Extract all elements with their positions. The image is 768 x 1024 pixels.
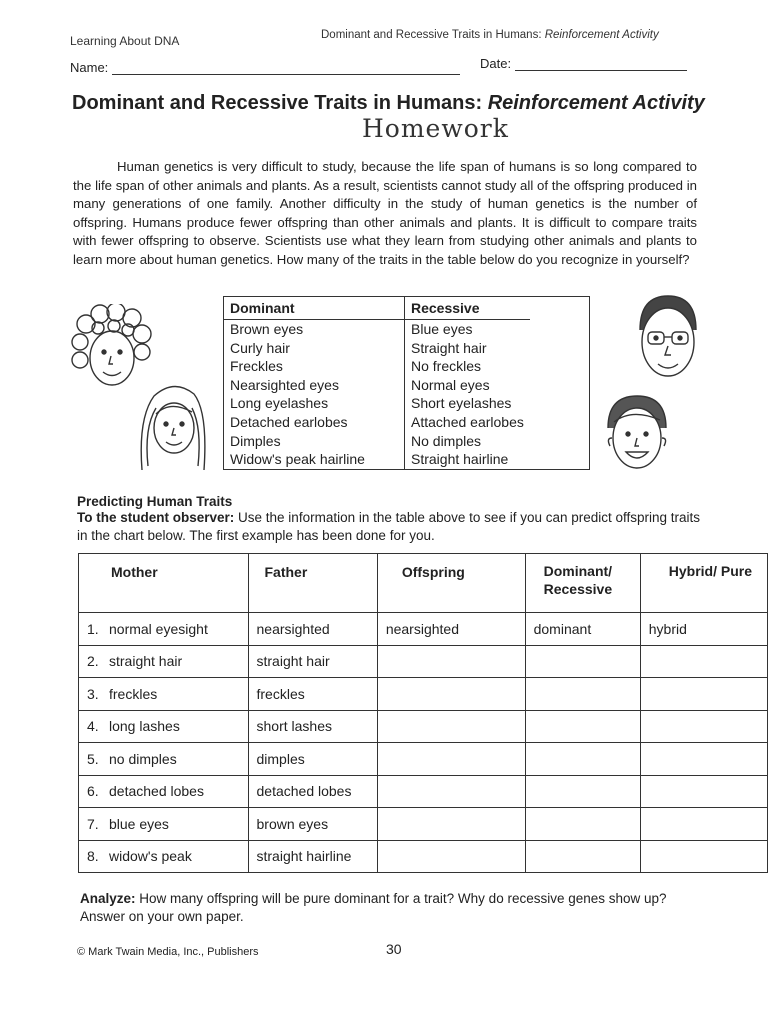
chart-row (79, 613, 768, 646)
mother-trait: blue eyes (109, 815, 169, 832)
dominant-recessive-cell[interactable] (525, 775, 640, 808)
row-number: 1. (87, 620, 99, 637)
hybrid-pure-cell[interactable] (640, 840, 767, 873)
mother-trait: no dimples (109, 750, 177, 767)
recessive-header: Recessive (405, 297, 530, 320)
recessive-trait: Straight hairline (411, 451, 509, 468)
mother-trait: freckles (109, 685, 158, 702)
trait-row (224, 339, 530, 358)
mother-cell (79, 808, 249, 841)
dominant-recessive-cell[interactable] (525, 645, 640, 678)
trait-row (224, 413, 530, 432)
hybrid-pure-cell[interactable] (640, 710, 767, 743)
recessive-trait: Blue eyes (411, 321, 473, 337)
dominant-recessive-cell[interactable] (525, 743, 640, 776)
hybrid-pure-cell[interactable] (640, 775, 767, 808)
chart-row (79, 808, 768, 841)
chart-row (79, 743, 768, 776)
recessive-trait: No dimples (411, 432, 482, 449)
row-number: 7. (87, 815, 99, 832)
row-number: 5. (87, 750, 99, 767)
mother-trait: long lashes (109, 718, 180, 735)
name-field[interactable] (70, 60, 460, 75)
offspring-cell[interactable] (377, 840, 525, 873)
recessive-trait: No freckles (411, 358, 482, 375)
offspring-cell[interactable] (377, 678, 525, 711)
dominant-trait: Dimples (224, 432, 405, 451)
prediction-chart-box (78, 553, 768, 873)
offspring-cell[interactable] (377, 645, 525, 678)
trait-row (224, 376, 530, 395)
chart-row (79, 840, 768, 873)
mother-cell (79, 710, 249, 743)
mother-cell (79, 678, 249, 711)
straight-hair-girl-illustration (134, 378, 212, 474)
hybrid-pure-cell[interactable] (640, 678, 767, 711)
dominant-recessive-cell[interactable] (525, 808, 640, 841)
trait-row (224, 450, 530, 469)
handwritten-note: Homework (362, 114, 509, 143)
hybrid-pure-header: Hybrid/ Pure (640, 554, 767, 613)
mother-cell (79, 645, 249, 678)
mother-trait: detached lobes (109, 783, 204, 800)
recessive-trait: Straight hair (411, 339, 487, 356)
prediction-chart (78, 553, 768, 873)
hybrid-pure-cell[interactable] (640, 645, 767, 678)
traits-table (224, 297, 530, 469)
dominant-trait: Brown eyes (224, 320, 405, 339)
offspring-cell[interactable] (377, 743, 525, 776)
dominant-recessive-cell[interactable] (525, 710, 640, 743)
man-with-glasses-illustration (630, 290, 706, 386)
date-label: Date: (480, 56, 512, 71)
father-cell: brown eyes (248, 808, 377, 841)
trait-row (224, 394, 530, 413)
mother-header: Mother (79, 554, 249, 613)
recessive-trait: Short eyelashes (411, 395, 512, 412)
dominant-trait: Curly hair (224, 339, 405, 358)
dominant-trait: Freckles (224, 357, 405, 376)
dominant-recessive-cell[interactable] (525, 678, 640, 711)
row-number: 8. (87, 848, 99, 865)
intro-paragraph: Human genetics is very difficult to study, because the life span of humans is so long compared to the life span of other animals and plants. As a result, scientists cannot study all of the offspring produced in many generations of one family. Another difficulty in the study of human genetics is the number of offspring. Humans produce fewer offspring than other animals and plants. It is difficult to compare traits with fewer offspring to observe. Scientists use what they learn from studying other animals and plants to learn more about human genetics. How many of the traits in the table below do you recognize in yourself? (73, 159, 697, 267)
trait-row (224, 432, 530, 451)
row-number: 6. (87, 783, 99, 800)
mother-trait: straight hair (109, 653, 183, 670)
father-cell: short lashes (248, 710, 377, 743)
father-cell: dimples (248, 743, 377, 776)
chart-row (79, 645, 768, 678)
mother-cell (79, 743, 249, 776)
header-left: Learning About DNA (70, 34, 180, 48)
traits-table-box (223, 296, 590, 470)
date-field[interactable] (480, 56, 687, 71)
offspring-cell[interactable] (377, 775, 525, 808)
trait-row (224, 320, 530, 339)
father-cell: straight hairline (248, 840, 377, 873)
chart-row (79, 678, 768, 711)
mother-trait: normal eyesight (109, 620, 208, 637)
dominant-trait: Long eyelashes (224, 394, 405, 413)
dominant-trait: Detached earlobes (224, 413, 405, 432)
father-cell: straight hair (248, 645, 377, 678)
dominant-recessive-header: Dominant/ Recessive (525, 554, 640, 613)
boy-illustration (602, 392, 672, 478)
dominant-header: Dominant (224, 297, 405, 320)
dominant-recessive-cell[interactable] (525, 840, 640, 873)
mother-trait: widow's peak (109, 848, 192, 865)
chart-row (79, 710, 768, 743)
father-cell: detached lobes (248, 775, 377, 808)
page-number: 30 (386, 941, 402, 957)
hybrid-pure-cell[interactable] (640, 743, 767, 776)
trait-row (224, 357, 530, 376)
name-label: Name: (70, 60, 109, 75)
offspring-cell: nearsighted (377, 613, 525, 646)
copyright: © Mark Twain Media, Inc., Publishers (77, 946, 259, 958)
chart-row (79, 775, 768, 808)
page-title: Dominant and Recessive Traits in Humans: Reinforcement Activity (72, 92, 705, 114)
hybrid-pure-cell: hybrid (640, 613, 767, 646)
mother-cell (79, 775, 249, 808)
dominant-trait: Nearsighted eyes (224, 376, 405, 395)
dominant-trait: Widow's peak hairline (224, 450, 405, 469)
father-cell: nearsighted (248, 613, 377, 646)
offspring-cell[interactable] (377, 710, 525, 743)
father-header: Father (248, 554, 377, 613)
mother-cell (79, 840, 249, 873)
row-number: 3. (87, 685, 99, 702)
recessive-trait: Attached earlobes (411, 413, 524, 430)
offspring-header: Offspring (377, 554, 525, 613)
row-number: 4. (87, 718, 99, 735)
section-heading: Predicting Human Traits (77, 494, 233, 509)
recessive-trait: Normal eyes (411, 376, 490, 393)
section-instructions: To the student observer: Use the information in the table above to see if you can predict offspring traits in the chart below. The first example has been done for you. (77, 510, 701, 543)
header-right: Dominant and Recessive Traits in Humans: Reinforcement Activity (321, 29, 659, 41)
analyze-question: Analyze: How many offspring will be pure dominant for a trait? Why do recessive genes show up? Answer on your own paper. (80, 891, 667, 924)
father-cell: freckles (248, 678, 377, 711)
dominant-recessive-cell: dominant (525, 613, 640, 646)
offspring-cell[interactable] (377, 808, 525, 841)
row-number: 2. (87, 653, 99, 670)
hybrid-pure-cell[interactable] (640, 808, 767, 841)
mother-cell (79, 613, 249, 646)
